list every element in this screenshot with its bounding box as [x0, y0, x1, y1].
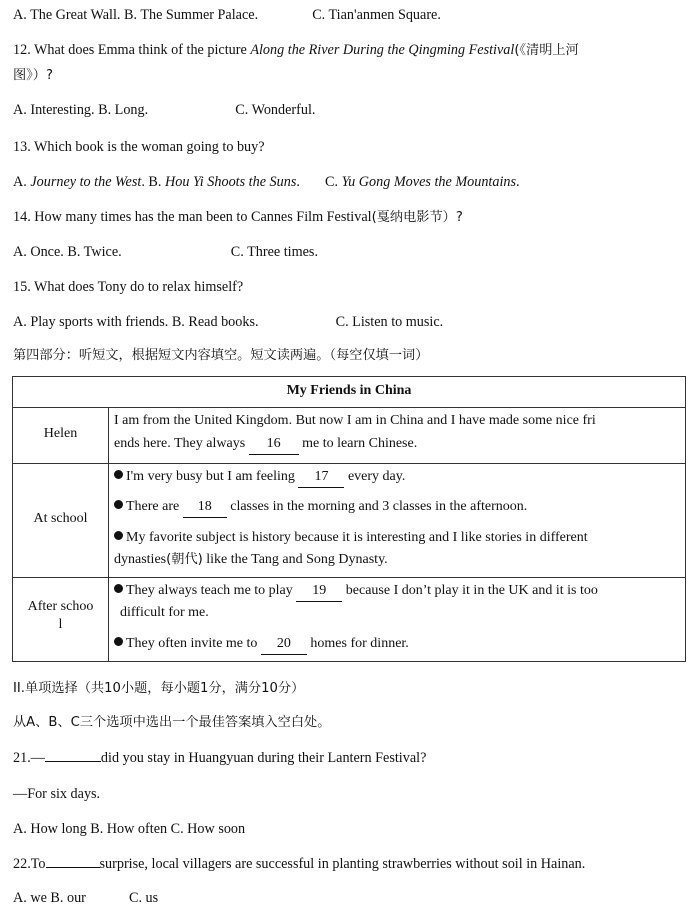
q15-option-a: A. Play sports with friends.: [13, 314, 169, 330]
q22-options: [13, 889, 158, 907]
q11-option-c: C. Tian'anmen Square.: [312, 7, 441, 23]
table-divider: [13, 577, 685, 578]
q12-option-b: B. Long.: [98, 102, 149, 118]
q21-options: A. How long B. How often C. How soon: [13, 821, 246, 837]
q15-question: 15. What does Tony do to relax himself?: [13, 279, 244, 295]
q14-question: 14. How many times has the man been to Cannes Film Festival(戛纳电影节）?: [13, 209, 463, 225]
bullet-icon: [114, 470, 123, 479]
helen-line-2: ends here. They always 16 me to learn Chinese.: [114, 434, 417, 455]
blank-20[interactable]: 20: [261, 634, 307, 655]
bullet-icon: [114, 531, 123, 540]
q21-answer-line: —For six days.: [13, 786, 101, 802]
q12-question-cont: 图》）?: [13, 68, 53, 83]
bullet-icon: [114, 584, 123, 593]
q13-question: 13. Which book is the woman going to buy?: [13, 139, 265, 155]
bullet-icon: [114, 500, 123, 509]
q12-option-a: A. Interesting.: [13, 102, 95, 118]
row-head-at-school: At school: [33, 511, 88, 526]
q14-options: [13, 243, 318, 261]
q12-option-c: C. Wonderful.: [235, 102, 316, 118]
table-title: My Friends in China: [286, 383, 412, 398]
q13-option-b: Hou Yi Shoots the Suns: [164, 174, 297, 190]
q14-option-a: A. Once.: [13, 244, 64, 260]
table-divider: [13, 407, 685, 408]
row-head-after-school: After schoo l: [27, 599, 94, 632]
q22-question: 22.To surprise, local villagers are successful in planting strawberries without soil in Hainan.: [13, 856, 586, 872]
q15-option-b: B. Read books.: [171, 314, 259, 330]
table-divider: [13, 463, 685, 464]
q12-title: Along the River During the Qingming Festival: [250, 42, 515, 58]
q11-options: [13, 6, 441, 24]
q12-options: [13, 101, 315, 119]
school-item-3-cont: dynasties(朝代) like the Tang and Song Dynasty.: [114, 552, 388, 567]
q21-blank[interactable]: [45, 761, 101, 762]
section-2-heading: II.单项选择（共10小题，每小题1分，满分10分）: [13, 681, 305, 696]
q15-options: [13, 313, 443, 331]
after-item-1-cont: difficult for me.: [120, 605, 209, 620]
q15-option-c: C. Listen to music.: [335, 314, 444, 330]
q13-option-a: Journey to the West: [30, 174, 142, 190]
after-item-2: They often invite me to 20 homes for dinner.: [114, 634, 409, 655]
q13-options: A. Journey to the West. B. Hou Yi Shoots the Suns. C. Yu Gong Moves the Mountains.: [13, 174, 520, 190]
school-item-2: There are 18 classes in the morning and 3 classes in the afternoon.: [114, 497, 527, 518]
school-item-3: My favorite subject is history because it is interesting and I like stories in different: [114, 528, 588, 548]
friends-table: [12, 376, 686, 662]
q22-blank[interactable]: [46, 867, 100, 868]
table-column-divider: [108, 407, 109, 661]
q13-option-c: Yu Gong Moves the Mountains: [341, 174, 517, 190]
q11-option-a: A. The Great Wall.: [13, 7, 121, 23]
blank-18[interactable]: 18: [183, 497, 227, 518]
q11-option-b: B. The Summer Palace.: [124, 7, 259, 23]
q22-option-ab: A. we B. our: [13, 890, 86, 906]
blank-19[interactable]: 19: [296, 581, 342, 602]
q22-option-c: C. us: [129, 890, 159, 906]
q21-question: 21.— did you stay in Huangyuan during their Lantern Festival?: [13, 750, 427, 766]
q14-option-c: C. Three times.: [230, 244, 318, 260]
school-item-1: I'm very busy but I am feeling 17 every day.: [114, 467, 405, 488]
section-2-instruction: 从A、B、C三个选项中选出一个最佳答案填入空白处。: [13, 715, 331, 730]
after-item-1: They always teach me to play 19 because I don’t play it in the UK and it is too: [114, 581, 598, 602]
q14-option-b: B. Twice.: [67, 244, 122, 260]
blank-16[interactable]: 16: [249, 434, 299, 455]
row-head-helen: Helen: [43, 426, 78, 441]
part4-instruction: 第四部分：听短文，根据短文内容填空。短文读两遍。（每空仅填一词）: [13, 348, 429, 363]
q12-question: 12. What does Emma think of the picture Along the River During the Qingming Festival(《清明上河: [13, 42, 579, 58]
helen-line-1: I am from the United Kingdom. But now I am in China and I have made some nice fri: [114, 413, 596, 428]
blank-17[interactable]: 17: [298, 467, 344, 488]
bullet-icon: [114, 637, 123, 646]
